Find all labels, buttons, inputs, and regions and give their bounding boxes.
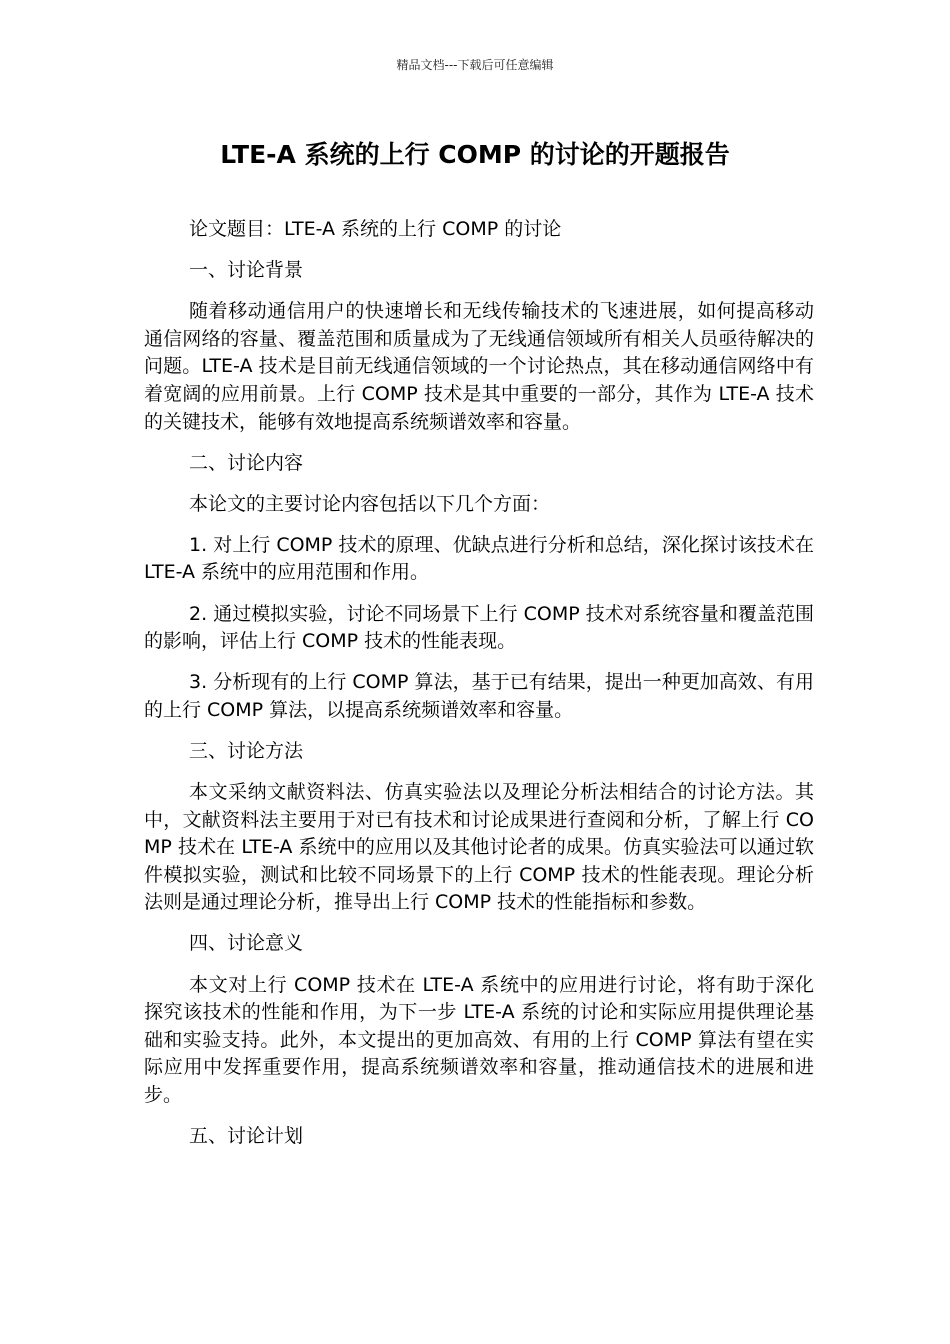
background-paragraph: 随着移动通信用户的快速增长和无线传输技术的飞速进展，如何提高移动通信网络的容量、覆盖范围和质量成为了无线通信领域所有相关人员亟待解决的问题。LTE-A 技术是目前无线通信领域的一个讨论热点，其在移动通信网络中有着宽阔的应用前景。上行 COMP 技术是其中重要的一部分，其作为 LTE-A 技术的关键技术，能够有效地提高系统频谱效率和容量。 [144,300,814,433]
section-heading-plan: 五、讨论计划 [189,1125,304,1148]
content-item-2: 2. 通过模拟实验，讨论不同场景下上行 COMP 技术对系统容量和覆盖范围的影响，评估上行 COMP 技术的性能表现。 [144,602,814,653]
document-body [144,216,814,1164]
header-note: 精品文档---下载后可任意编辑 [396,58,554,72]
document-title: LTE-A 系统的上行 COMP 的讨论的开题报告 [220,140,730,169]
section-heading-significance: 四、讨论意义 [189,932,304,955]
method-paragraph: 本文采纳文献资料法、仿真实验法以及理论分析法相结合的讨论方法。其中，文献资料法主要用于对已有技术和讨论成果进行查阅和分析，了解上行 COMP 技术在 LTE-A 系统中的应用以及其他讨论者的成果。仿真实验法可以通过软件模拟实验，测试和比较不同场景下的上行 COMP 技术的性能表现。理论分析法则是通过理论分析，推导出上行 COMP 技术的性能指标和参数。 [144,781,814,914]
content-item-3: 3. 分析现有的上行 COMP 算法，基于已有结果，提出一种更加高效、有用的上行 COMP 算法，以提高系统频谱效率和容量。 [144,671,814,721]
significance-paragraph: 本文对上行 COMP 技术在 LTE-A 系统中的应用进行讨论，将有助于深化探究该技术的性能和作用，为下一步 LTE-A 系统的讨论和实际应用提供理论基础和实验支持。此外，本文提出的更加高效、有用的上行 COMP 算法有望在实际应用中发挥重要作用，提高系统频谱效率和容量，推动通信技术的进展和进步。 [144,973,814,1106]
section-heading-background: 一、讨论背景 [189,259,304,282]
paper-topic-line: 论文题目：LTE-A 系统的上行 COMP 的讨论 [189,218,562,240]
content-item-1: 1. 对上行 COMP 技术的原理、优缺点进行分析和总结，深化探讨该技术在 LTE-A 系统中的应用范围和作用。 [144,533,814,584]
content-intro-paragraph: 本论文的主要讨论内容包括以下几个方面： [189,492,551,515]
section-heading-method: 三、讨论方法 [189,739,304,762]
section-heading-content: 二、讨论内容 [189,451,304,474]
